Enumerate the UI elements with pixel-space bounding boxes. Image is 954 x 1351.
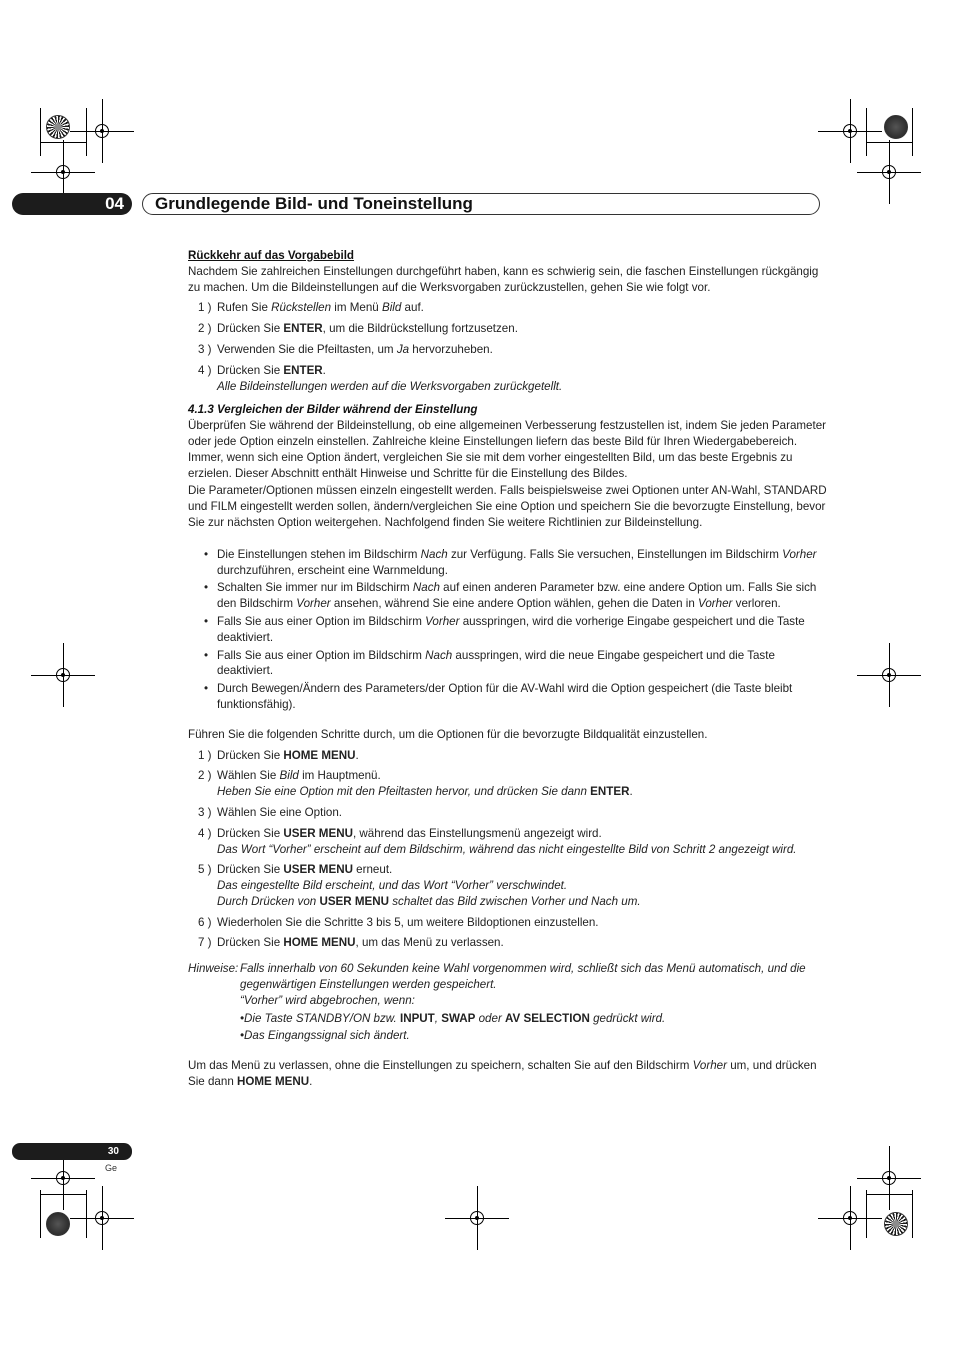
crosshair-icon [850,1218,851,1219]
compare-step-2: 2 ) Wählen Sie Bild im Hauptmenü. Heben Sie eine Option mit den Pfeiltasten hervor, und drücken Sie dann ENTER. [198,769,633,799]
registration-disc-icon [46,115,70,139]
list-item: • Falls Sie aus einer Option im Bildschirm Vorher ausspringen, wird die vorherige Eingabe gespeichert und die Taste deaktiviert. [204,614,805,644]
compare-step-6: 6 ) Wiederholen Sie die Schritte 3 bis 5, um weitere Bildoptionen einzustellen. [198,915,599,929]
reset-step-3: 3 ) Verwenden Sie die Pfeiltasten, um Ja hervorzuheben. [198,342,493,356]
closing-paragraph: Um das Menü zu verlassen, ohne die Einstellungen zu speichern, schalten Sie auf den Bildschirm Vorher um, und drücken Sie dann HOME MENU. [188,1059,817,1089]
registration-disc-icon [884,1212,908,1236]
registration-disc-icon [46,1212,70,1236]
notes-block: Hinweise: Falls innerhalb von 60 Sekunden keine Wahl vorgenommen wird, schließt sich das Menü automatisch, und die gegenwärtigen Einstellungen werden gespeichert. “Vorher” wird abgebrochen, wenn: •Die Taste STANDBY/ON bzw. INPUT, SWAP oder AV SELECTION gedrückt wird. •Das Eingangssignal sich ändert. [188,962,806,1043]
language-code: Ge [105,1163,118,1173]
list-item: • Die Einstellungen stehen im Bildschirm Nach zur Verfügung. Falls Sie versuchen, Einstellungen im Bildschirm Vorher durchzuführen, erscheint eine Warnmeldung. [204,547,817,577]
reset-step-2: 2 ) Drücken Sie ENTER, um die Bildrückstellung fortzusetzen. [198,322,518,336]
compare-step-5: 5 ) Drücken Sie USER MENU erneut. Das eingestellte Bild erscheint, und das Wort “Vorher” verschwindet. Durch Drücken von USER MENU schaltet das Bild zwischen Vorher und Nach um. [198,863,641,908]
main-content [188,248,828,1090]
crosshair-icon [63,675,64,676]
chapter-number-badge: 04 [12,193,132,215]
compare-step-4: 4 ) Drücken Sie USER MENU, während das Einstellungsmenü angezeigt wird. Das Wort “Vorher” erscheint auf dem Bildschirm, während das nicht eingestellte Bild von Schritt 2 angezeigt wird. [198,826,797,856]
crosshair-icon [102,131,103,132]
crosshair-icon [850,131,851,132]
list-item: • Schalten Sie immer nur im Bildschirm Nach auf einen anderen Parameter bzw. eine andere Option um. Falls Sie sich den Bildschirm Vorher ansehen, während Sie eine andere Option wählen, gehen die Daten in Vorher verloren. [204,581,817,611]
compare-para-2: Die Parameter/Optionen müssen einzeln eingestellt werden. Falls beispielsweise zwei Optionen unter AN-Wahl, STANDARD und FILM eingestellt werden sollen, ändern/vergleichen Sie eine Option und speichern Sie die bevorzugte Einstellung, bevor Sie zur nächsten Option weitergehen. Nachfolgend finden Sie weitere Richtlinien zur Bildeinstellung. [188,484,827,529]
list-item: • Falls Sie aus einer Option im Bildschirm Nach ausspringen, wird die neue Eingabe gespeichert und die Taste deaktiviert. [204,648,775,678]
crosshair-icon [889,172,890,173]
crosshair-icon [102,1218,103,1219]
reset-intro: Nachdem Sie zahlreichen Einstellungen durchgeführt haben, kann es schwierig sein, die faschen Einstellungen rückgängig zu machen. Um die Bildeinstellungen auf die Werksvorgaben zurückzustellen, gehen Sie wie folgt vor. [188,264,819,294]
section-heading-compare: 4.1.3 Vergleichen der Bilder während der Einstellung [188,403,478,417]
compare-para-1: Überprüfen Sie während der Bildeinstellung, ob eine allgemeinen Verbesserung festzustellen ist, indem Sie jeden Parameter oder jede Option einzeln einstellen. Zahlreiche kleine Einstellungen liefern das beste Bild für Ihren Wiedergabebereich. Immer, wenn sich eine Option ändert, vergleichen Sie sie mit dem vorher eingestellten Bild, um das beste Ergebnis zu erzielen. Dieser Abschnitt enthält Hinweise und Schritte für die Einstellung des Bildes. [188,419,827,480]
list-item: • Durch Bewegen/Ändern des Parameters/der Option für die AV-Wahl wird die Option gespeichert (die Taste bleibt funktionsfähig). [204,682,793,711]
crosshair-icon [477,1218,478,1219]
guideline-list [188,547,828,713]
compare-step-7: 7 ) Drücken Sie HOME MENU, um das Menü zu verlassen. [198,936,504,950]
crosshair-icon [889,1178,890,1179]
reset-step-4: 4 ) Drücken Sie ENTER. Alle Bildeinstellungen werden auf die Werksvorgaben zurückgetellt. [198,363,563,393]
compare-step-1: 1 ) Drücken Sie HOME MENU. [198,748,359,762]
crosshair-icon [889,675,890,676]
chapter-title: Grundlegende Bild- und Toneinstellung [142,193,820,215]
crosshair-icon [63,172,64,173]
compare-step-3: 3 ) Wählen Sie eine Option. [198,805,343,819]
section-heading-reset: Rückkehr auf das Vorgabebild [188,249,355,262]
crosshair-icon [63,1178,64,1179]
page-number-badge: 30 [12,1143,132,1160]
compare-para-3: Führen Sie die folgenden Schritte durch, um die Optionen für die bevorzugte Bildqualität einzustellen. [188,727,708,741]
registration-disc-icon [884,115,908,139]
reset-step-1: 1 ) Rufen Sie Rückstellen im Menü Bild auf. [198,301,424,315]
